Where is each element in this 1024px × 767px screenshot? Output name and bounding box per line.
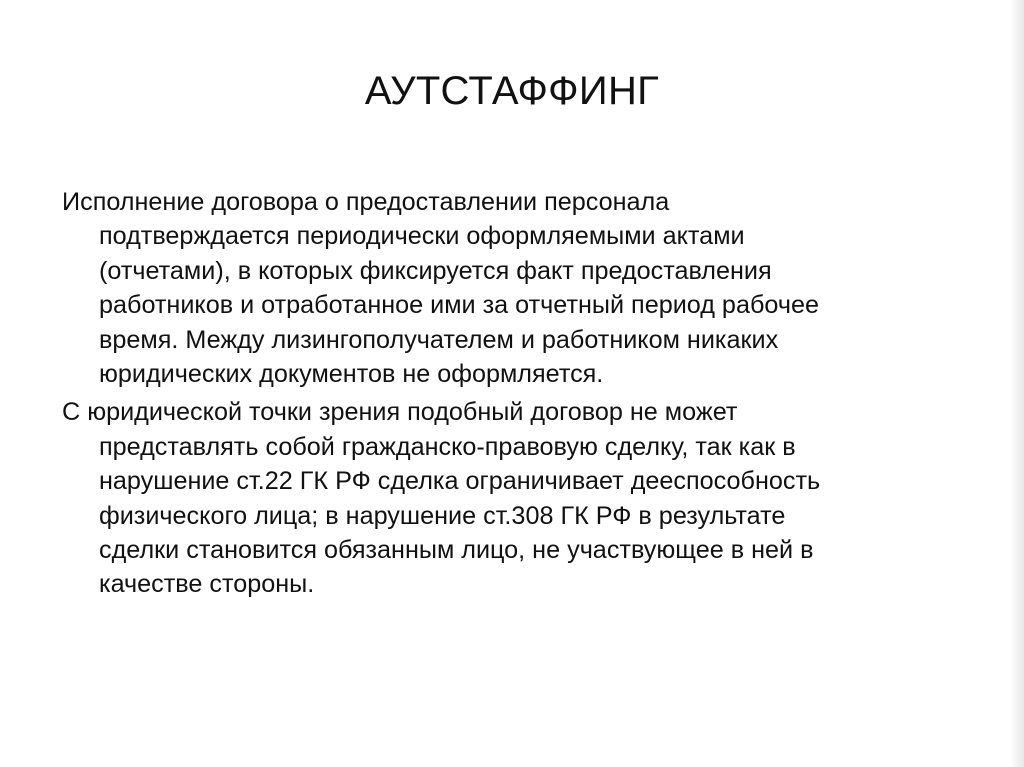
- paragraph-line: качестве стороны.: [99, 570, 315, 599]
- paragraph-line: время. Между лизингополучателем и работником никаких: [99, 325, 779, 354]
- paragraph-line: юридических документов не оформляется.: [99, 360, 604, 389]
- paragraph-line: нарушение ст.22 ГК РФ сделка ограничивает дееспособность: [99, 467, 821, 496]
- paragraph-line: Исполнение договора о предоставлении персонала: [62, 188, 670, 216]
- paragraph-legal-view: [62, 395, 932, 601]
- slide-title: АУТСТАФФИНГ: [364, 69, 660, 113]
- paragraph-line: сделки становится обязанным лицо, не участвующее в ней в: [99, 536, 814, 565]
- paragraph-line: физического лица; в нарушение ст.308 ГК РФ в результате: [99, 501, 786, 530]
- paragraph-line: работников и отработанное ими за отчетный период рабочее: [99, 291, 819, 320]
- paragraph-line: С юридической точки зрения подобный договор не может: [62, 398, 738, 427]
- paragraph-line: (отчетами), в которых фиксируется факт предоставления: [99, 256, 772, 285]
- paragraph-line: подтверждается периодически оформляемыми актами: [99, 222, 745, 251]
- paragraph-line: представлять собой гражданско-правовую сделку, так как в: [99, 432, 796, 461]
- slide-body-text: [62, 185, 932, 606]
- paragraph-contract-execution: [62, 185, 932, 391]
